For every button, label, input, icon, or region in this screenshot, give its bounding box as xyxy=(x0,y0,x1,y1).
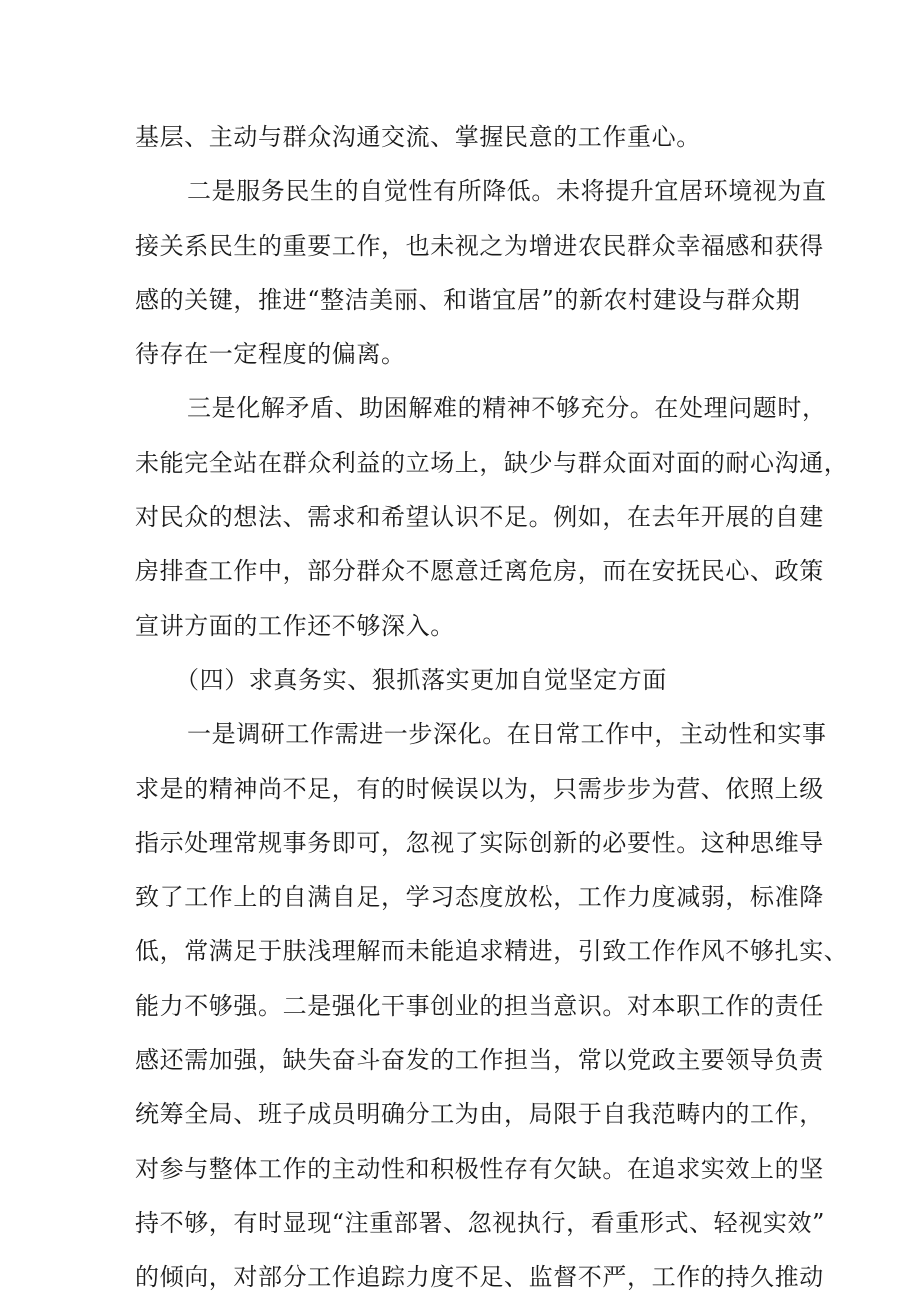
text-line: 未能完全站在群众利益的立场上，缺少与群众面对面的耐心沟通， xyxy=(135,448,849,477)
text-line: 基层、主动与群众沟通交流、掌握民意的工作重心。 xyxy=(135,123,701,151)
text-line: 低，常满足于肤浅理解而未能追求精进，引致工作作风不够扎实、 xyxy=(135,937,849,966)
text-line: 待存在一定程度的偏离。 xyxy=(135,340,406,369)
text-line: 统筹全局、班子成员明确分工为由，局限于自我范畴内的工作， xyxy=(135,1100,824,1129)
text-line: 接关系民生的重要工作，也未视之为增进农民群众幸福感和获得 xyxy=(135,231,824,260)
text-line: 的倾向，对部分工作追踪力度不足、监督不严，工作的持久推动 xyxy=(135,1263,824,1292)
text-line: 感还需加强，缺失奋斗奋发的工作担当，常以党政主要领导负责 xyxy=(135,1046,824,1075)
text-line: 指示处理常规事务即可，忽视了实际创新的必要性。这种思维导 xyxy=(135,828,824,857)
text-line: 三是化解矛盾、助困解难的精神不够充分。在处理问题时， xyxy=(187,394,827,423)
text-line: 对民众的想法、需求和希望认识不足。例如，在去年开展的自建 xyxy=(135,503,824,532)
text-line: 感的关键，推进“整洁美丽、和谐宜居”的新农村建设与群众期 xyxy=(135,285,801,314)
text-line: 对参与整体工作的主动性和积极性存有欠缺。在追求实效上的坚 xyxy=(135,1154,824,1183)
text-line: 二是服务民生的自觉性有所降低。未将提升宜居环境视为直 xyxy=(187,177,827,206)
text-line: 求是的精神尚不足，有的时候误以为，只需步步为营、依照上级 xyxy=(135,774,824,803)
text-line: 能力不够强。二是强化干事创业的担当意识。对本职工作的责任 xyxy=(135,991,824,1020)
text-line: 宣讲方面的工作还不够深入。 xyxy=(135,611,455,640)
text-line: 房排查工作中，部分群众不愿意迁离危房，而在安抚民心、政策 xyxy=(135,557,824,586)
text-line: 持不够，有时显现“注重部署、忽视执行，看重形式、轻视实效” xyxy=(135,1208,825,1237)
text-line: 一是调研工作需进一步深化。在日常工作中，主动性和实事 xyxy=(187,720,827,749)
document-body xyxy=(135,110,849,1305)
text-line: 致了工作上的自满自足，学习态度放松，工作力度减弱，标准降 xyxy=(135,883,824,912)
section-heading: （四）求真务实、狠抓落实更加自觉坚定方面 xyxy=(175,665,667,694)
